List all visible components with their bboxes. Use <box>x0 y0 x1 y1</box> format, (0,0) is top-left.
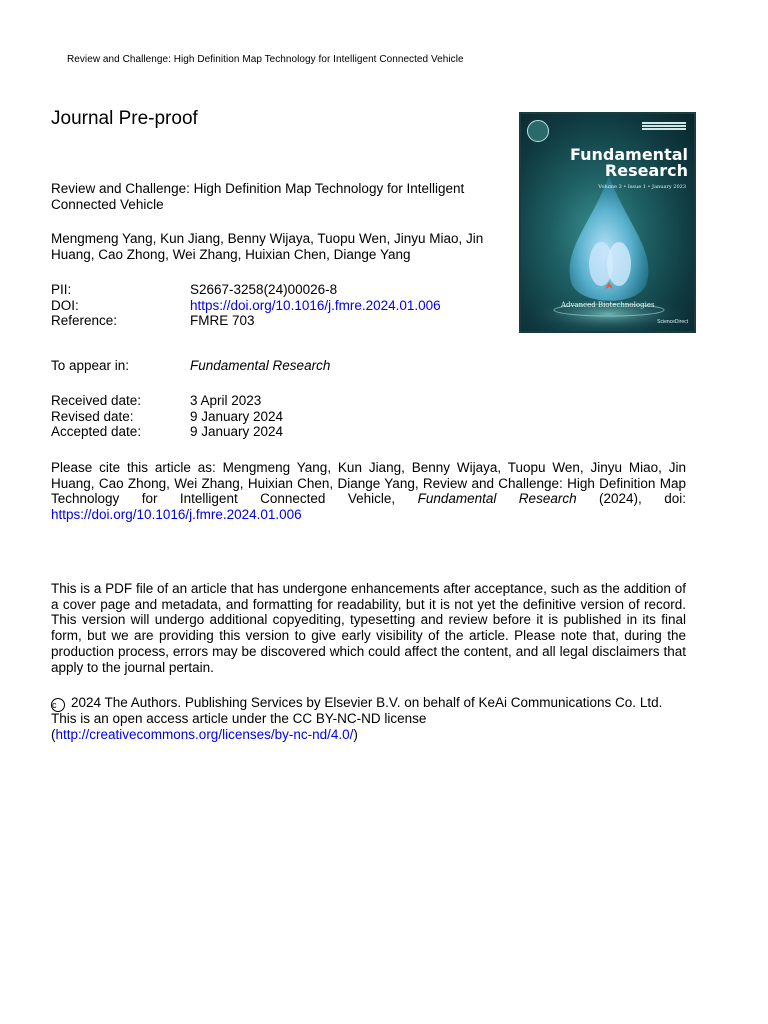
dates-block <box>51 393 283 440</box>
accepted-row <box>51 424 283 440</box>
appear-in-row <box>51 358 330 374</box>
citation-journal: Fundamental Research <box>417 491 577 507</box>
journal-name: Fundamental Research <box>190 358 331 373</box>
pii-row <box>51 282 441 298</box>
doi-label: DOI: <box>51 297 79 313</box>
author-list: Mengmeng Yang, Kun Jiang, Benny Wijaya, Tuopu Wen, Jinyu Miao, Jin Huang, Cao Zhong, Wei Zhang, Huixian Chen, Diange Yang <box>51 231 484 262</box>
accepted-value: 9 January 2024 <box>190 424 284 440</box>
received-value: 3 April 2023 <box>190 393 262 408</box>
cover-volume-info: Volume 3 • Issue 1 • January 2023 <box>598 184 686 190</box>
citation-text: Please cite this article as: Mengmeng Yang, Kun Jiang, Benny Wijaya, Tuopu Wen, Jinyu Miao, Jin Huang, Cao Zhong, Wei Zhang, Huixian Chen, Diange Yang, Review and Challenge: High Definition Map Technology for Intelligent Connected Vehicle, <box>51 460 686 507</box>
license-link-line <box>51 727 686 743</box>
pii-value: S2667-3258(24)00026-8 <box>190 282 338 297</box>
reference-label: Reference: <box>51 313 118 329</box>
revised-label: Revised date: <box>51 408 134 424</box>
appear-in-block <box>51 358 330 374</box>
reference-value: FMRE 703 <box>190 313 255 329</box>
journal-preproof-label: Journal Pre-proof <box>51 108 198 129</box>
preproof-notice: This is a PDF file of an article that has undergone enhancements after acceptance, such as the addition of a cover page and metadata, and formatting for readability, but it is not yet the definitive version of record. This version will undergo additional copyediting, typesetting and review before it is published in its final form, but we are providing this version to give early visibility of the article. Please note that, during the production process, errors may be discovered which could affect the content, and all legal disclaimers that apply to the journal pertain. <box>51 581 686 675</box>
pii-label: PII: <box>51 282 72 297</box>
cover-title-line1: Fundamental <box>569 145 688 164</box>
citation-doi-prefix: (2024), doi: <box>576 491 686 507</box>
copyright-text: 2024 The Authors. Publishing Services by Elsevier B.V. on behalf of KeAi Communications Co. Ltd. <box>71 695 663 710</box>
cover-publisher: ScienceDirect <box>657 319 688 325</box>
doi-link[interactable]: https://doi.org/10.1016/j.fmre.2024.01.006 <box>190 297 441 313</box>
license-close-paren: ) <box>353 726 358 742</box>
received-label: Received date: <box>51 393 142 408</box>
copyright-line <box>51 695 686 711</box>
license-link[interactable]: http://creativecommons.org/licenses/by-nc-nd/4.0/ <box>55 726 354 742</box>
doi-row <box>51 298 441 314</box>
citation-paragraph <box>51 460 686 523</box>
received-row <box>51 393 283 409</box>
accepted-label: Accepted date: <box>51 424 142 440</box>
copyright-symbol-icon: c <box>51 698 65 712</box>
reference-row <box>51 313 441 329</box>
license-line: This is an open access article under the CC BY-NC-ND license <box>51 711 427 726</box>
citation-doi-link[interactable]: https://doi.org/10.1016/j.fmre.2024.01.006 <box>51 507 302 523</box>
revised-row <box>51 409 283 425</box>
identifier-block <box>51 282 441 329</box>
journal-cover-image <box>519 112 696 333</box>
cover-subtitle: Advanced Biotechnologies <box>561 301 655 309</box>
copyright-block <box>51 695 686 742</box>
license-open-paren: ( <box>51 726 56 742</box>
running-header: Review and Challenge: High Definition Map Technology for Intelligent Connected Vehicle <box>67 54 464 65</box>
appear-in-label: To appear in: <box>51 358 130 373</box>
cover-title-line2: Research <box>604 161 688 180</box>
revised-value: 9 January 2024 <box>190 408 284 424</box>
cover-title <box>570 147 688 179</box>
article-title: Review and Challenge: High Definition Map Technology for Intelligent Connected Vehicle <box>51 181 465 212</box>
